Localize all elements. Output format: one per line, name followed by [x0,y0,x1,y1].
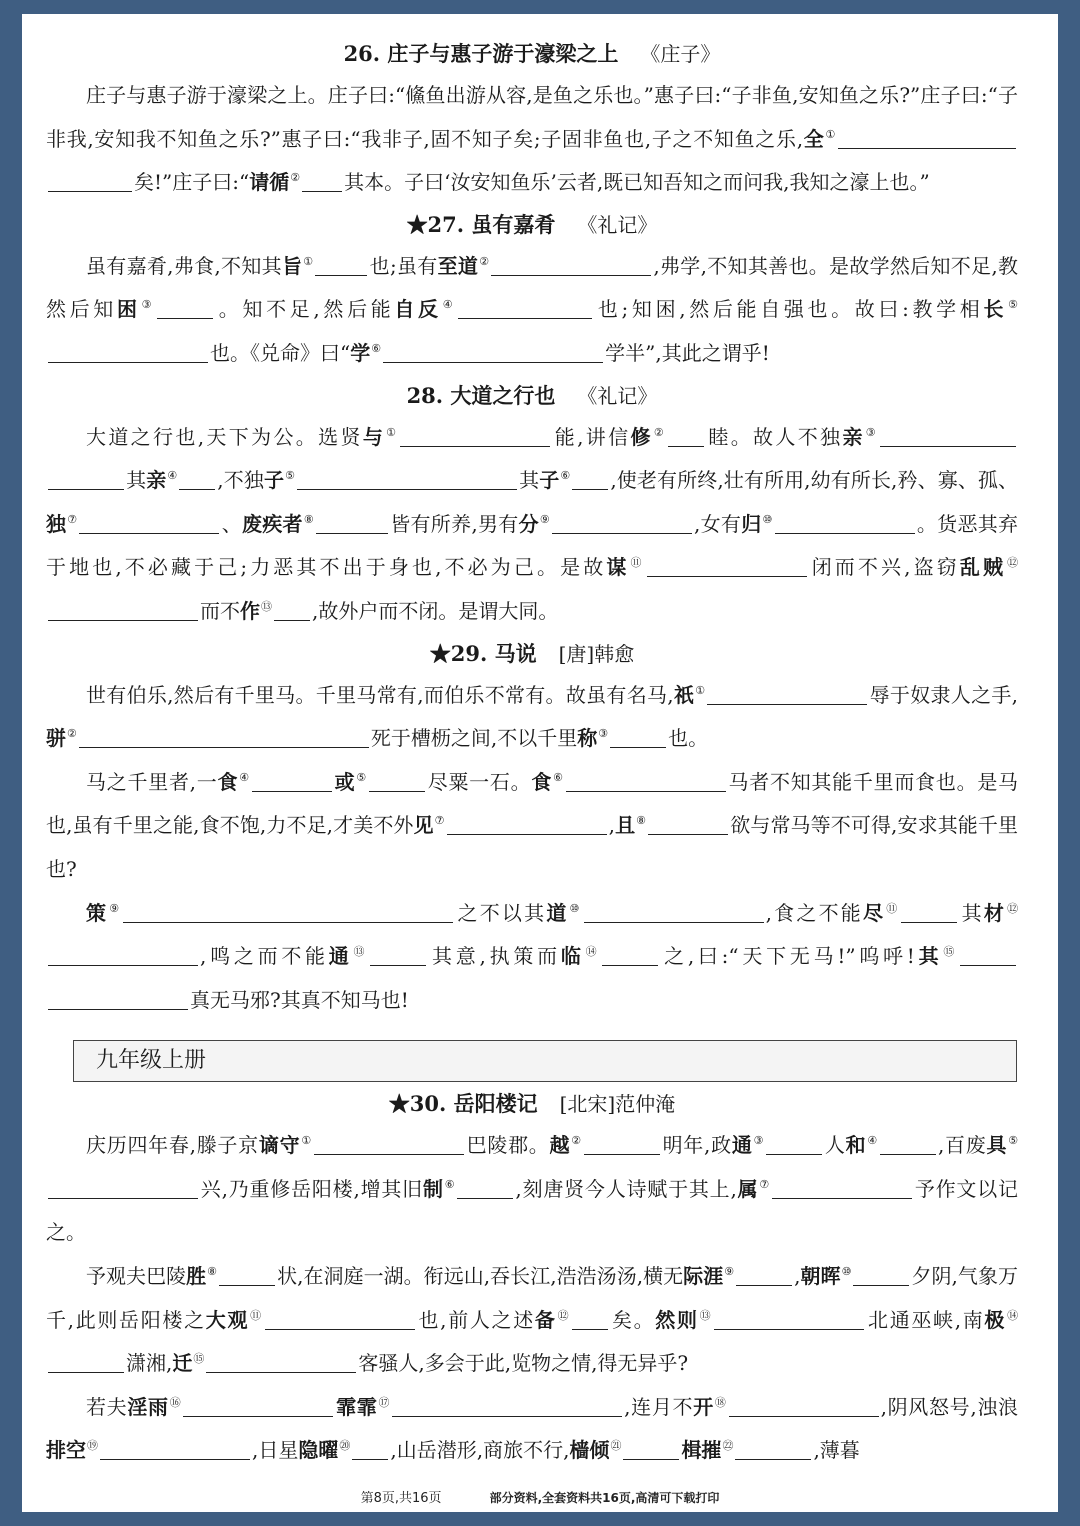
keyword: 乱贼 [959,555,1007,580]
keyword: 至道 [437,253,479,278]
text-segment: 予观夫巴陵 [86,1264,187,1289]
text-segment: 也。 [668,726,709,751]
answer-blank[interactable] [392,1394,622,1417]
text-segment: 人 [824,1133,846,1158]
footer-note: 部分资料,全套资料共16页,高清可下载打印 [489,1491,720,1505]
answer-blank[interactable] [352,1437,388,1460]
answer-blank[interactable] [584,1132,660,1155]
text-segment: 能,讲信 [552,424,631,449]
footnote-number: ⑳ [339,1439,351,1453]
footnote-number: ⑧ [636,814,647,828]
text-segment: 夕阴,气象万千,此则岳阳楼之 [46,1264,1018,1332]
keyword: 属 [736,1176,759,1201]
answer-blank[interactable] [772,1176,912,1199]
text-segment: ,薄暮 [813,1438,860,1463]
footnote-number: ⑫ [557,1308,571,1322]
keyword: 长 [983,297,1008,322]
keyword: 制 [422,1176,444,1201]
text-segment: 马之千里者,一 [86,769,218,794]
keyword: 称 [577,726,598,751]
keyword: 通 [731,1133,753,1158]
page-number: 第8页,共16页 [360,1491,442,1506]
keyword: 祇 [673,682,695,707]
keyword: 学 [350,340,371,365]
answer-blank[interactable] [274,598,310,621]
text-segment: 其本。子曰‘汝安知鱼乐’云者,既已知吾知之而问我,我知之濠上也。” [344,170,930,195]
section-29-text-1 [46,674,1018,761]
footnote-number: ⑤ [356,770,367,784]
answer-blank[interactable] [552,511,692,534]
answer-blank[interactable] [48,1350,124,1373]
keyword: 旨 [281,253,303,278]
text-segment: 之,曰:“天下无马!”呜呼! [660,944,915,969]
text-segment: 辱于奴隶人之手, [869,682,1018,707]
footnote-number: ⑰ [378,1395,391,1409]
keyword: 越 [549,1133,571,1158]
keyword: 际涯 [683,1264,724,1289]
text-segment: 巴陵郡。 [465,1133,550,1158]
answer-blank[interactable] [48,987,188,1010]
answer-blank[interactable] [219,1263,275,1286]
footnote-number: ⑱ [714,1395,727,1409]
footnote-number: ⑪ [886,901,900,915]
keyword: 临 [560,944,585,969]
text-segment: 虽有嘉肴,弗食,不知其 [86,253,282,278]
answer-blank[interactable] [79,725,369,748]
text-segment: 世有伯乐,然后有千里马。千里马常有,而伯乐不常有。故虽有名马, [86,682,674,707]
footnote-number: ㉒ [722,1439,734,1453]
text-segment: 明年,政 [661,1133,732,1158]
text-segment: 尽粟一石。 [426,769,532,794]
answer-blank[interactable] [48,943,198,966]
footnote-number: ③ [865,425,878,439]
text-segment: ,女有 [693,511,742,536]
footnote-number: ⑬ [699,1308,713,1322]
keyword: 修 [630,424,653,449]
text-segment: 庆历四年春,滕子京 [86,1133,259,1158]
source-text: 《庄子》 [640,42,721,66]
answer-blank[interactable] [302,169,342,192]
keyword: 樯倾 [569,1438,610,1463]
footnote-number: ② [479,254,490,268]
answer-blank[interactable] [880,424,1016,447]
answer-blank[interactable] [383,340,603,363]
answer-blank[interactable] [458,296,592,319]
text-segment: 欲与常马等不可得,安求其能千里也? [46,813,1018,881]
footnote-number: ② [290,171,301,185]
source-text: [北宋]范仲淹 [559,1092,676,1117]
footnote-number: ⑥ [560,469,571,483]
answer-blank[interactable] [901,900,957,923]
answer-blank[interactable] [315,253,367,276]
text-segment: 状,在洞庭一湖。衔远山,吞长江,浩浩汤汤,横无 [277,1264,684,1289]
text-segment: ,百废 [937,1133,987,1158]
footnote-number: ⑧ [207,1265,218,1279]
footnote-number: ① [303,254,314,268]
footnote-number: ⑨ [539,512,550,526]
answer-blank[interactable] [400,424,550,447]
footnote-number: ③ [598,727,609,741]
worksheet-page [22,14,1058,1512]
text-segment: 其 [959,900,984,925]
section-26-text [46,74,1018,205]
text-segment: 其意,执策而 [428,944,561,969]
keyword: 食 [531,769,553,794]
footnote-number: ③ [141,298,156,312]
keyword: 骈 [46,726,66,751]
keyword: 与 [362,424,386,449]
grade-heading: 九年级上册 [73,1040,1017,1082]
answer-blank[interactable] [668,424,704,447]
footnote-number: ⑲ [87,1439,98,1453]
keyword: 食 [217,769,239,794]
footnote-number: ⑧ [303,512,314,526]
keyword: 自反 [394,297,442,322]
answer-blank[interactable] [179,467,215,490]
keyword: 子 [263,468,285,493]
text-segment: 。货恶其弃于地也,不必藏于己;力恶其不出于身也,不必为己。是故 [46,511,1018,580]
answer-blank[interactable] [729,1394,879,1417]
answer-blank[interactable] [48,340,208,363]
title-text: ★30. 岳阳楼记 [388,1091,538,1117]
footnote-number: ① [386,425,399,439]
keyword: 亲 [842,424,865,449]
section-30-text-2 [46,1255,1018,1386]
footnote-number: ⑩ [569,901,582,915]
keyword: 策 [86,900,109,925]
footnote-number: ④ [167,469,178,483]
answer-blank[interactable] [572,1307,608,1330]
footnote-number: ② [67,727,77,741]
text-segment: ,弗学,不知其善也。是故学然后知不足,教然后知 [46,253,1018,322]
keyword: 道 [546,900,569,925]
text-segment: 皆有所养,男有 [389,511,519,536]
text-segment: ,阴风怒号,浊浪 [880,1394,1019,1419]
footnote-number: ⑦ [67,512,78,526]
section-29-text-2 [46,761,1018,892]
footnote-number: ⑩ [762,512,773,526]
answer-blank[interactable] [714,1307,864,1330]
answer-blank[interactable] [447,812,607,835]
text-segment: ,日星 [252,1438,299,1463]
footnote-number: ⑥ [371,341,382,355]
footnote-number: ⑬ [261,599,272,613]
answer-blank[interactable] [584,900,764,923]
answer-blank[interactable] [572,467,608,490]
text-segment: 其 [126,468,147,493]
section-28-title [46,376,1018,416]
page-footer [22,1487,1058,1506]
keyword: 全 [803,126,825,151]
answer-blank[interactable] [265,1307,415,1330]
title-text: ★27. 虽有嘉肴 [406,211,556,237]
answer-blank[interactable] [314,1132,464,1155]
keyword: 材 [983,900,1007,925]
answer-blank[interactable] [838,126,1016,149]
footnote-number: ④ [442,298,457,312]
text-segment: ,鸣之而不能 [200,944,329,969]
footnote-number: ⑪ [630,556,645,570]
keyword: 谪守 [258,1133,301,1158]
text-segment: 其 [519,468,540,493]
footnote-number: ⑫ [1007,901,1019,915]
answer-blank[interactable] [735,1437,811,1460]
keyword: 胜 [186,1264,207,1289]
keyword: 具 [986,1133,1008,1158]
text-segment: ,使老有所终,壮有所用,幼有所长,矜、寡、孤、 [610,468,1019,493]
footnote-number: ① [301,1134,312,1148]
title-text: 28. 大道之行也 [406,382,556,408]
footnote-number: ① [695,683,706,697]
footnote-number: ⑮ [943,945,959,959]
footnote-number: ① [825,127,837,141]
footnote-number: ⑩ [841,1265,852,1279]
answer-blank[interactable] [880,1132,936,1155]
keyword: 归 [741,511,762,536]
footnote-number: ⑨ [109,901,122,915]
text-segment: 睦。故人不独 [706,424,843,449]
section-29-title [46,634,1018,674]
source-text: 《礼记》 [577,383,658,408]
answer-blank[interactable] [297,467,517,490]
answer-blank[interactable] [853,1263,909,1286]
footnote-number: ⑮ [193,1352,205,1366]
section-30-text-1 [46,1124,1018,1255]
section-27-text [46,245,1018,376]
keyword: 极 [984,1307,1007,1332]
section-30-title [46,1084,1018,1124]
text-segment: 也;虽有 [369,253,438,278]
keyword: 备 [534,1307,557,1332]
answer-blank[interactable] [48,1176,198,1199]
footnote-number: ⑨ [724,1265,735,1279]
footnote-number: ④ [239,770,250,784]
text-segment: 学半”,其此之谓乎! [605,340,770,365]
source-text: 《礼记》 [577,212,658,237]
keyword: 尽 [863,900,886,925]
title-text: 26. 庄子与惠子游于濠梁之上 [343,41,619,66]
text-segment: 、 [221,511,242,536]
footnote-number: ② [571,1134,582,1148]
answer-blank[interactable] [370,943,426,966]
answer-blank[interactable] [48,467,124,490]
text-segment: 。知不足,然后能 [215,297,395,322]
answer-blank[interactable] [79,511,219,534]
answer-blank[interactable] [48,598,198,621]
keyword: 废疾者 [241,511,303,536]
footnote-number: ⑤ [285,469,296,483]
footnote-number: ⑫ [1007,556,1019,570]
text-segment: 予作文以记之。 [46,1176,1018,1245]
keyword: 通 [328,944,353,969]
keyword: 子 [539,468,560,493]
answer-blank[interactable] [206,1350,356,1373]
footnote-number: ㉑ [610,1439,622,1453]
text-segment: 也,前人之述 [416,1307,535,1332]
answer-blank[interactable] [157,296,213,319]
keyword: 分 [518,511,539,536]
footnote-number: ⑯ [169,1395,182,1409]
answer-blank[interactable] [736,1263,792,1286]
answer-blank[interactable] [775,511,915,534]
answer-blank[interactable] [623,1437,679,1460]
answer-blank[interactable] [602,943,658,966]
footnote-number: ⑪ [250,1308,263,1322]
answer-blank[interactable] [369,769,425,792]
keyword: 然则 [655,1307,699,1332]
keyword: 朝晖 [800,1264,841,1289]
text-segment: 大道之行也,天下为公。选贤 [86,424,363,449]
text-segment: 矣!”庄子曰:“ [134,170,250,195]
section-29-text-3 [46,892,1018,1023]
answer-blank[interactable] [252,769,332,792]
keyword: 作 [240,598,260,623]
footnote-number: ② [653,425,667,439]
source-text: [唐]韩愈 [558,641,635,666]
answer-blank[interactable] [316,511,388,534]
text-segment: ,食之不能 [765,900,864,925]
text-segment: 真无马邪?其真不知马也! [190,987,409,1012]
text-segment: 而不 [200,598,240,623]
section-30-text-3 [46,1386,1018,1473]
text-segment: 矣。 [610,1307,656,1332]
footnote-number: ⑬ [353,945,369,959]
keyword: 隐曜 [298,1438,339,1463]
keyword: 排空 [46,1438,86,1463]
text-segment: ,不独 [217,468,264,493]
text-segment: 庄子与惠子游于濠梁之上。庄子曰:“鯈鱼出游从容,是鱼之乐也。”惠子曰:“子非鱼,安知鱼之乐?”庄子曰:“子非我,安知我不知鱼之乐?”惠子曰:“我非子,固不知子矣;子固非鱼也,子之不知鱼之乐, [46,83,1018,151]
section-28-text [46,416,1018,634]
section-27-title [46,205,1018,245]
keyword: 霏霏 [335,1394,378,1419]
footnote-number: ⑭ [585,945,601,959]
keyword: 困 [116,297,141,322]
text-segment: 也。《兑命》曰“ [210,340,351,365]
footnote-number: ③ [753,1134,765,1148]
answer-blank[interactable] [48,169,132,192]
answer-blank[interactable] [610,725,666,748]
text-segment: ,刻唐贤今人诗赋于其上, [515,1176,737,1201]
keyword: 独 [46,511,67,536]
text-segment: , [794,1264,801,1289]
footnote-number: ⑤ [1008,298,1018,312]
text-segment: , [608,813,615,838]
keyword: 其 [914,944,943,969]
answer-blank[interactable] [457,1176,513,1199]
footnote-number: ⑦ [759,1177,771,1191]
answer-blank[interactable] [707,682,867,705]
keyword: 和 [845,1133,867,1158]
text-segment: 死于槽枥之间,不以千里 [370,726,578,751]
text-segment: 兴,乃重修岳阳楼,增其旧 [200,1176,423,1201]
text-segment: 闭而不兴,盗窃 [808,555,960,580]
text-segment: 潇湘, [126,1351,173,1376]
footnote-number: ⑥ [444,1177,456,1191]
answer-blank[interactable] [566,769,726,792]
keyword: 或 [333,769,356,794]
answer-blank[interactable] [960,943,1016,966]
text-segment: ,连月不 [624,1394,694,1419]
text-segment: ,山岳潜形,商旅不行, [390,1438,570,1463]
footnote-number: ④ [867,1134,878,1148]
keyword: 谋 [606,555,630,580]
keyword: 楫摧 [681,1438,722,1463]
section-26-title [46,34,1018,74]
text-segment: ,故外户而不闭。是谓大同。 [312,598,559,623]
answer-blank[interactable] [648,812,728,835]
keyword: 迁 [172,1351,193,1376]
answer-blank[interactable] [766,1132,822,1155]
title-text: ★29. 马说 [429,640,537,666]
answer-blank[interactable] [183,1394,333,1417]
keyword: 且 [614,813,636,838]
footnote-number: ⑦ [434,814,445,828]
text-segment: 也;知困,然后能自强也。故曰:教学相 [594,297,984,322]
footnote-number: ⑥ [553,770,564,784]
keyword: 大观 [205,1307,250,1332]
keyword: 请循 [249,170,290,195]
keyword: 亲 [146,468,167,493]
answer-blank[interactable] [491,253,651,276]
answer-blank[interactable] [647,554,807,577]
footnote-number: ⑤ [1008,1134,1019,1148]
answer-blank[interactable] [123,900,453,923]
text-segment: 之不以其 [455,900,547,925]
footnote-number: ⑭ [1007,1308,1019,1322]
text-segment: 北通巫峡,南 [866,1307,985,1332]
text-segment: 客骚人,多会于此,览物之情,得无异乎? [358,1351,689,1376]
keyword: 见 [413,813,434,838]
keyword: 淫雨 [127,1394,169,1419]
answer-blank[interactable] [100,1437,250,1460]
text-segment: 若夫 [86,1394,128,1419]
keyword: 开 [693,1394,714,1419]
text-segment: 马者不知其能千里而食也。是马也,虽有千里之能,食不饱,力不足,才美不外 [46,769,1019,838]
